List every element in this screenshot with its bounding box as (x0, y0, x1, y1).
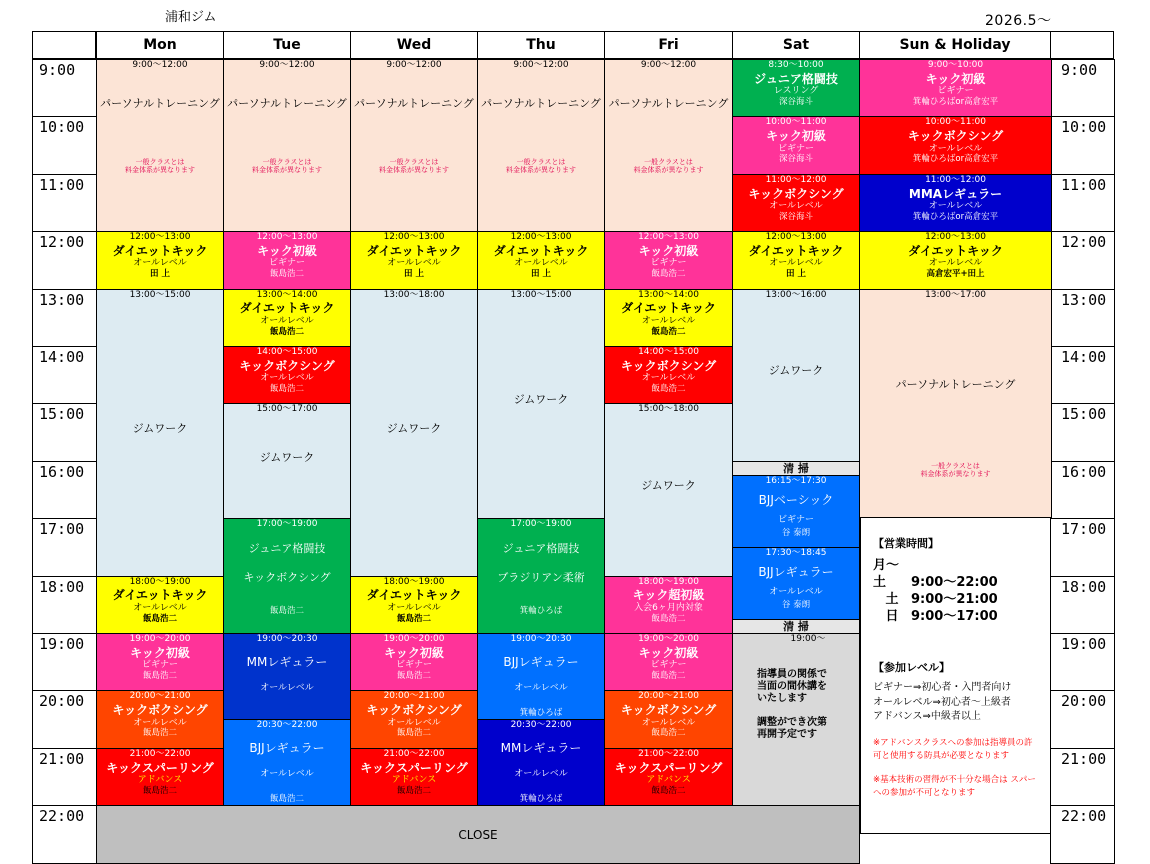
class-time: 15:00～18:00 (638, 404, 699, 415)
class-level: オールレベル (133, 258, 187, 269)
class-instructor: 飯島浩二 (651, 326, 686, 337)
class-block[interactable] (223, 719, 351, 806)
class-level: 入会6ヶ月内対象 (634, 602, 703, 613)
time-label: 18:00 (32, 576, 97, 634)
class-name: ジュニア格闘技 (248, 541, 326, 555)
class-level: レスリング (773, 86, 819, 97)
gym-name: 浦和ジム (165, 10, 217, 25)
class-block[interactable] (732, 461, 860, 476)
class-name: キックボクシング (907, 129, 1004, 144)
class-name: キックボクシング (620, 358, 717, 373)
class-level: ビギナー (141, 660, 178, 671)
class-level: オールレベル (769, 258, 823, 269)
time-label: 18:00 (1050, 576, 1115, 634)
class-time: 11:00～12:00 (765, 174, 827, 185)
class-block[interactable] (223, 231, 351, 289)
class-instructor: 飯島浩二 (269, 794, 304, 805)
class-name: ジムワーク (386, 421, 442, 435)
class-time: 9:00～12:00 (640, 60, 697, 70)
class-level: アドバンス (137, 774, 183, 785)
class-level: オールレベル (133, 717, 187, 728)
class-time: 12:00～13:00 (638, 232, 699, 243)
class-name: ジムワーク (513, 393, 569, 407)
class-level: ビギナー (650, 258, 687, 269)
class-time: 15:00～17:00 (256, 404, 318, 415)
time-label: 13:00 (32, 289, 97, 347)
corner-header-right (1050, 31, 1114, 59)
class-note: 一般クラスとは 料金体系が異なります (379, 157, 449, 175)
class-block[interactable] (223, 289, 351, 347)
class-note: 一般クラスとは 料金体系が異なります (125, 157, 195, 175)
class-instructor: 田 上 (150, 269, 170, 280)
class-time: 16:15～17:30 (765, 476, 827, 487)
class-block[interactable] (732, 619, 860, 634)
class-time: 12:00～13:00 (925, 232, 986, 243)
class-block[interactable] (732, 547, 860, 620)
hours-row: 月～土 9:00～22:00 (873, 557, 998, 590)
class-instructor: 飯島浩二 (651, 383, 686, 394)
class-block[interactable] (604, 231, 733, 289)
class-time: 13:00～18:00 (383, 289, 445, 300)
time-label: 11:00 (1050, 174, 1115, 232)
class-instructor: 田 上 (404, 269, 424, 280)
class-level: アドバンス (646, 774, 691, 785)
class-name: キック初級 (638, 243, 699, 258)
class-level: ビギナー (650, 660, 687, 671)
time-label: 15:00 (32, 403, 97, 461)
class-block[interactable] (96, 690, 224, 748)
class-block[interactable] (732, 174, 860, 232)
time-label: 19:00 (32, 633, 97, 691)
class-instructor: 飯島浩二 (142, 670, 177, 681)
class-time: 21:00～22:00 (638, 748, 699, 759)
class-level: オールレベル (514, 258, 568, 269)
class-block[interactable] (350, 690, 478, 748)
class-level: オールレベル (641, 315, 696, 326)
class-time: 20:30～22:00 (256, 720, 318, 731)
class-instructor: 箕輪ひろば (519, 794, 563, 805)
class-name: ジュニア格闘技 (754, 71, 838, 86)
hours-row: 土 9:00～21:00 (885, 591, 998, 607)
level-title: 【参加レベル】 (873, 660, 950, 674)
time-label: 14:00 (1050, 346, 1115, 404)
class-instructor: 飯島浩二 (269, 326, 304, 337)
class-block[interactable] (604, 633, 733, 691)
class-level: オールレベル (514, 769, 568, 780)
class-level: ビギナー (268, 258, 305, 269)
day-header-sat: Sat (732, 31, 860, 59)
class-block[interactable] (859, 231, 1052, 289)
hours-title: 【営業時間】 (873, 537, 939, 550)
time-label: 10:00 (1050, 116, 1115, 174)
time-label: 14:00 (32, 346, 97, 404)
class-block[interactable] (859, 116, 1052, 174)
class-instructor: 飯島浩二 (142, 613, 177, 624)
level-line: アドバンス⇒中級者以上 (873, 711, 981, 723)
time-label: 16:00 (32, 461, 97, 519)
class-instructor: 箕輪ひろば (519, 707, 563, 718)
corner-header (32, 31, 96, 59)
class-time: 20:00～21:00 (383, 691, 445, 702)
class-block[interactable] (604, 748, 733, 806)
class-time: 19:00～20:00 (638, 634, 699, 644)
class-block[interactable] (604, 59, 733, 232)
class-name: キック超初級 (632, 588, 705, 603)
class-name: MMレギュラー (500, 740, 582, 755)
class-name: キック初級 (766, 129, 826, 144)
class-name: BJJレギュラー (249, 740, 325, 755)
class-instructor: 飯島浩二 (269, 383, 304, 394)
class-time: 9:00～12:00 (513, 60, 569, 70)
level-line: オールレベル⇒初心者～上級者 (873, 696, 1011, 708)
class-time: 12:00～13:00 (256, 232, 318, 243)
class-block[interactable] (223, 633, 351, 720)
class-time: 12:00～13:00 (129, 232, 191, 243)
class-block[interactable] (477, 633, 605, 720)
class-time: 8:30～10:00 (768, 60, 824, 70)
note-sparring: ※基本技術の習得が不十分な場合は スパーへの参加が不可となります (873, 775, 1036, 799)
class-time: 19:00～20:30 (510, 634, 572, 644)
time-label: 22:00 (1050, 805, 1115, 863)
class-name: CLOSE (458, 827, 498, 842)
class-level: オールレベル (641, 717, 696, 728)
class-level: オールレベル (928, 200, 983, 211)
time-label: 17:00 (32, 518, 97, 576)
time-label: 13:00 (1050, 289, 1115, 347)
class-note: 一般クラスとは 料金体系が異なります (920, 461, 991, 478)
class-name: キックボクシング (366, 703, 462, 718)
class-name: ダイエットキック (908, 243, 1003, 258)
class-instructor: 箕輪ひろば (519, 606, 563, 617)
class-name: キック初級 (638, 645, 699, 660)
class-block[interactable] (477, 289, 605, 520)
class-time: 12:00～13:00 (765, 232, 827, 243)
class-instructor: 田 上 (531, 269, 551, 280)
time-label: 15:00 (1050, 403, 1115, 461)
time-label: 9:00 (32, 59, 97, 117)
class-instructor: 飯島浩二 (142, 728, 177, 739)
class-name: キックボクシング (748, 186, 844, 201)
class-note: 一般クラスとは 料金体系が異なります (633, 157, 704, 175)
class-block[interactable] (350, 748, 478, 806)
class-block[interactable] (223, 403, 351, 519)
day-header-thu: Thu (477, 31, 605, 59)
class-name: ジムワーク (259, 450, 315, 464)
class-time: 13:00～14:00 (638, 289, 699, 300)
class-level: オールレベル (260, 769, 314, 780)
class-block[interactable] (859, 59, 1052, 117)
class-time: 19:00～20:00 (129, 634, 191, 644)
day-header-mon: Mon (96, 31, 224, 59)
hours-row: 日 9:00～17:00 (885, 608, 998, 624)
class-name: キック初級 (925, 71, 986, 86)
class-block[interactable] (350, 231, 478, 289)
info-panel (860, 517, 1051, 834)
class-time: 19:00～20:00 (383, 634, 445, 644)
class-block[interactable] (604, 403, 733, 576)
class-name: キックスパーリング (614, 760, 723, 775)
class-block[interactable] (604, 576, 733, 634)
class-time: 13:00～15:00 (129, 289, 191, 300)
time-label: 9:00 (1050, 59, 1115, 117)
class-time: 13:00～14:00 (256, 289, 318, 300)
class-time: 21:00～22:00 (383, 748, 445, 759)
class-name: ダイエットキック (493, 243, 589, 258)
class-time: 17:30～18:45 (765, 547, 827, 558)
class-time: 18:00～19:00 (129, 576, 191, 587)
class-instructor: 深谷海斗 (778, 154, 813, 165)
class-name: パーソナルトレーニング (895, 378, 1016, 392)
class-name: BJJレギュラー (758, 564, 834, 579)
class-name: ダイエットキック (239, 301, 335, 316)
class-level: アドバンス (391, 774, 437, 785)
class-time: 13:00～17:00 (925, 289, 986, 300)
class-name: ダイエットキック (366, 243, 462, 258)
class-name: ジュニア格闘技 (502, 541, 580, 555)
class-block[interactable] (350, 289, 478, 577)
class-block[interactable] (96, 59, 224, 232)
class-instructor: 深谷海斗 (778, 96, 813, 107)
class-name: BJJレギュラー (503, 654, 579, 669)
class-block[interactable] (604, 289, 733, 347)
class-level: オールレベル (769, 200, 823, 211)
class-instructor: 谷 泰朗 (781, 599, 811, 610)
note-advance: ※アドバンスクラスへの参加は指導員の許可と使用する防具が必要となります (873, 737, 1033, 761)
class-time: 19:00～ (790, 634, 826, 644)
class-name: ジムワーク (768, 364, 824, 378)
class-note: 一般クラスとは 料金体系が異なります (506, 157, 576, 175)
class-time: 14:00～15:00 (638, 347, 699, 357)
class-level: ビギナー (395, 660, 432, 671)
class-block[interactable] (859, 174, 1052, 232)
level-line: ビギナー⇒初心者・入門者向け (873, 682, 1012, 694)
class-name: パーソナルトレーニング (227, 96, 347, 110)
class-block[interactable] (96, 748, 224, 806)
class-block[interactable] (223, 346, 351, 404)
time-label: 17:00 (1050, 518, 1115, 576)
class-time: 18:00～19:00 (638, 576, 699, 587)
class-block[interactable] (96, 576, 224, 634)
class-instructor: 飯島浩二 (396, 728, 431, 739)
class-name: ジムワーク (641, 479, 696, 493)
class-block[interactable] (477, 59, 605, 232)
class-name: 清 掃 (783, 461, 809, 475)
class-time: 13:00～16:00 (765, 289, 827, 300)
class-time: 9:00～12:00 (132, 60, 188, 70)
time-label: 20:00 (1050, 690, 1115, 748)
class-level: キックボクシング (243, 571, 331, 585)
time-label: 22:00 (32, 805, 97, 863)
class-block[interactable] (223, 59, 351, 232)
class-time: 9:00～12:00 (386, 60, 442, 70)
time-label: 21:00 (32, 748, 97, 806)
class-name: BJJベーシック (758, 492, 834, 507)
class-name: パーソナルトレーニング (608, 96, 729, 110)
class-time: 19:00～20:30 (256, 634, 318, 644)
time-label: 21:00 (1050, 748, 1115, 806)
class-level: オールレベル (260, 315, 314, 326)
class-block[interactable] (477, 518, 605, 634)
class-time: 21:00～22:00 (129, 748, 191, 759)
day-header-wed: Wed (350, 31, 478, 59)
class-block[interactable] (604, 346, 733, 404)
class-name: キックスパーリング (106, 760, 214, 775)
class-block[interactable] (477, 231, 605, 289)
class-block[interactable] (477, 719, 605, 806)
class-block[interactable] (732, 231, 860, 289)
class-instructor: 飯島浩二 (651, 613, 686, 624)
class-instructor: 飯島浩二 (142, 785, 177, 796)
time-label: 12:00 (32, 231, 97, 289)
class-block[interactable] (96, 231, 224, 289)
class-time: 14:00～15:00 (256, 347, 318, 357)
time-label: 16:00 (1050, 461, 1115, 519)
class-name: キックボクシング (620, 703, 717, 718)
class-time: 17:00～19:00 (256, 519, 318, 530)
class-instructor: 飯島浩二 (396, 670, 431, 681)
class-instructor: 飯島浩二 (269, 269, 304, 280)
class-name: パーソナルトレーニング (100, 96, 220, 110)
class-level: オールレベル (260, 373, 314, 384)
class-level: オールレベル (769, 587, 823, 598)
class-level: ブラジリアン柔術 (497, 571, 585, 585)
class-time: 12:00～13:00 (383, 232, 445, 243)
class-name: ダイエットキック (366, 588, 462, 603)
day-header-sun: Sun & Holiday (859, 31, 1051, 59)
class-level: オールレベル (928, 258, 983, 269)
class-instructor: 高倉宏平+田上 (926, 269, 985, 280)
class-time: 10:00～11:00 (765, 117, 827, 128)
class-instructor: 田 上 (786, 269, 806, 280)
class-level: ビギナー (777, 515, 814, 526)
class-time: 9:00～12:00 (259, 60, 315, 70)
class-name: MMAレギュラー (908, 186, 1003, 201)
time-label: 12:00 (1050, 231, 1115, 289)
class-level: オールレベル (387, 602, 441, 613)
class-block[interactable] (732, 475, 860, 548)
class-name: ダイエットキック (621, 301, 716, 316)
time-label: 11:00 (32, 174, 97, 232)
class-level: オールレベル (387, 258, 441, 269)
class-time: 9:00～10:00 (927, 60, 984, 70)
class-block[interactable] (96, 805, 860, 863)
class-time: 18:00～19:00 (383, 576, 445, 587)
class-block[interactable] (732, 116, 860, 174)
class-time: 11:00～12:00 (925, 174, 986, 185)
class-block[interactable] (96, 289, 224, 577)
class-block[interactable] (732, 289, 860, 462)
class-block[interactable] (732, 59, 860, 117)
class-name: キック初級 (257, 243, 317, 258)
class-block[interactable] (350, 59, 478, 232)
class-instructor: 深谷海斗 (778, 211, 813, 222)
class-name: 清 掃 (783, 619, 809, 633)
class-name: ダイエットキック (112, 243, 208, 258)
time-label: 19:00 (1050, 633, 1115, 691)
class-block[interactable] (859, 289, 1052, 520)
class-name: キックボクシング (112, 703, 208, 718)
class-time: 10:00～11:00 (925, 117, 986, 128)
class-level: オールレベル (641, 373, 696, 384)
day-header-fri: Fri (604, 31, 733, 59)
class-time: 20:30～22:00 (510, 720, 572, 731)
class-note: 一般クラスとは 料金体系が異なります (252, 157, 322, 175)
class-level: ビギナー (937, 86, 974, 97)
class-instructor: 飯島浩二 (396, 785, 431, 796)
class-name: キックボクシング (239, 358, 335, 373)
class-level: オールレベル (514, 683, 568, 694)
class-instructor: 谷 泰朗 (781, 528, 811, 539)
class-level: オールレベル (133, 602, 187, 613)
class-time: 20:00～21:00 (129, 691, 191, 702)
class-name: ダイエットキック (112, 588, 208, 603)
class-instructor: 飯島浩二 (651, 728, 686, 739)
class-instructor: 飯島浩二 (651, 269, 686, 280)
class-block[interactable] (732, 633, 860, 806)
class-name: キック初級 (384, 645, 444, 660)
class-instructor: 飯島浩二 (396, 613, 431, 624)
class-block[interactable] (223, 518, 351, 634)
class-instructor: 箕輪ひろばor高倉宏平 (912, 211, 999, 222)
class-level: オールレベル (387, 717, 441, 728)
class-time: 12:00～13:00 (510, 232, 572, 243)
class-block[interactable] (604, 690, 733, 748)
class-time: 20:00～21:00 (638, 691, 699, 702)
class-name: ダイエットキック (748, 243, 844, 258)
class-level: オールレベル (260, 683, 314, 694)
time-label: 10:00 (32, 116, 97, 174)
class-instructor: 飯島浩二 (651, 785, 686, 796)
day-header-tue: Tue (223, 31, 351, 59)
class-level: オールレベル (928, 143, 983, 154)
class-note: 指導員の関係で 当面の間休講を いたします 調整ができ次第 再開予定です (757, 668, 827, 740)
class-block[interactable] (350, 633, 478, 691)
class-level: ビギナー (777, 143, 814, 154)
class-instructor: 飯島浩二 (269, 606, 304, 617)
class-name: パーソナルトレーニング (481, 96, 601, 110)
class-instructor: 箕輪ひろばor高倉宏平 (912, 96, 999, 107)
class-name: パーソナルトレーニング (354, 96, 474, 110)
class-name: MMレギュラー (246, 654, 328, 669)
class-block[interactable] (96, 633, 224, 691)
time-label: 20:00 (32, 690, 97, 748)
class-name: キックスパーリング (360, 760, 468, 775)
class-name: キック初級 (130, 645, 190, 660)
class-name: ジムワーク (132, 421, 188, 435)
class-time: 13:00～15:00 (510, 289, 572, 300)
class-instructor: 飯島浩二 (651, 670, 686, 681)
schedule-date: 2026.5～ (985, 13, 1052, 29)
class-instructor: 箕輪ひろばor高倉宏平 (912, 154, 999, 165)
class-block[interactable] (350, 576, 478, 634)
class-time: 17:00～19:00 (510, 519, 572, 530)
